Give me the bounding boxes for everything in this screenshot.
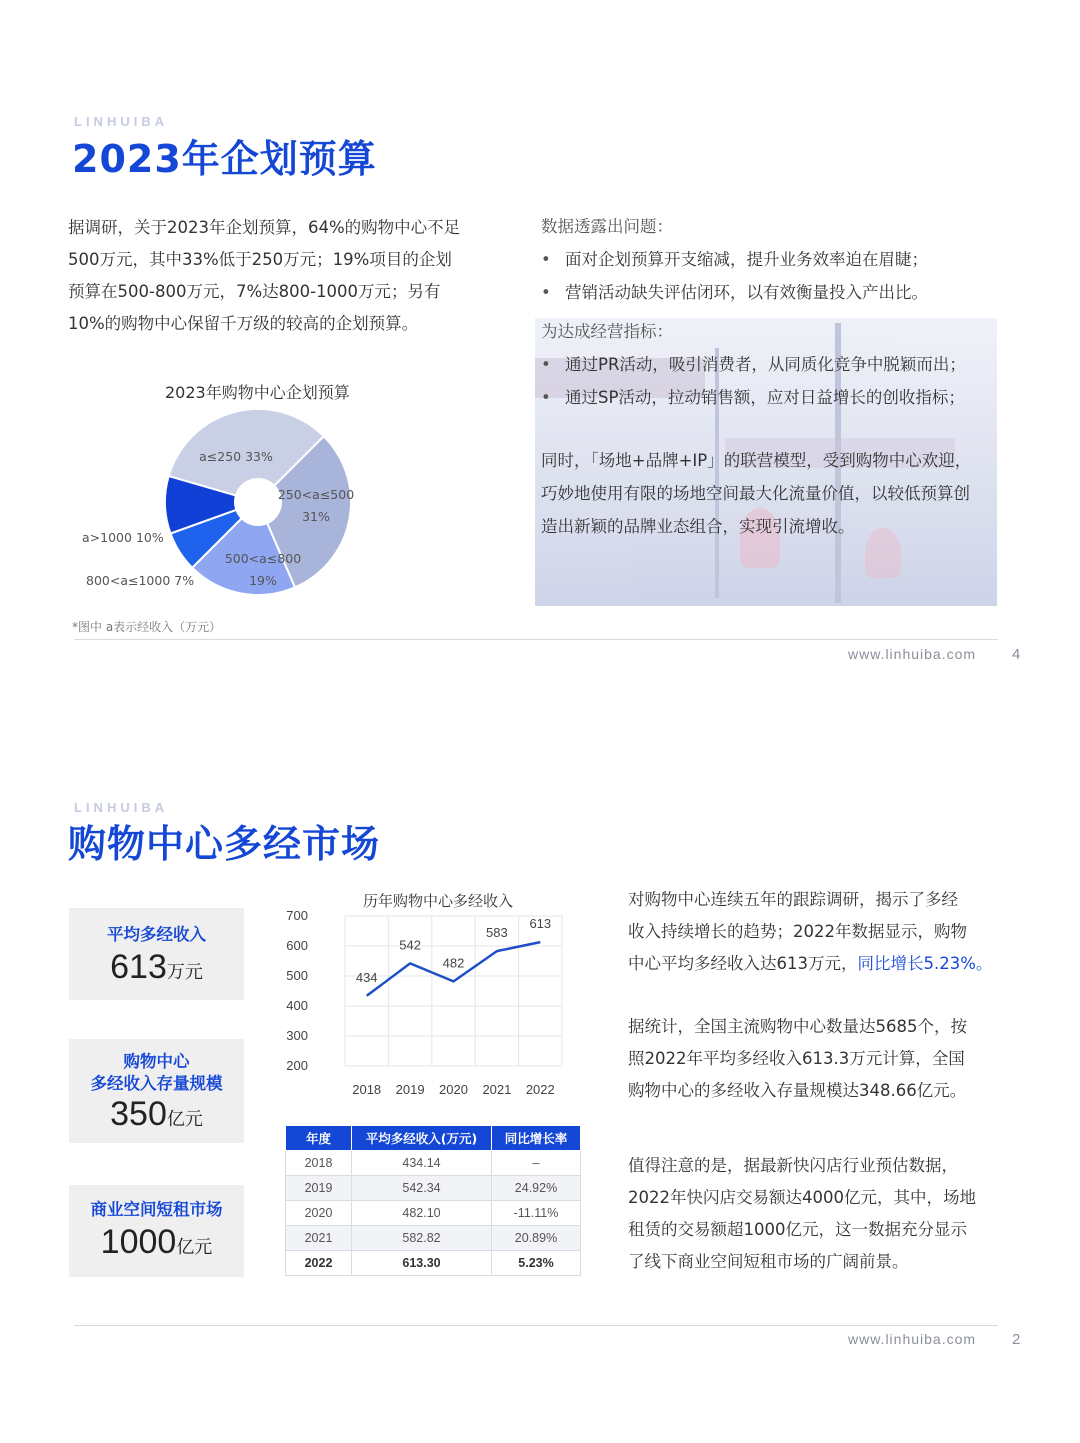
insights-text <box>541 210 997 543</box>
pie-slice-label: 800<a≤1000 <box>86 573 171 588</box>
table-cell: 434.14 <box>352 1151 492 1176</box>
analysis-paragraph <box>628 1150 1018 1278</box>
pie-chart-title: 2023年购物中心企划预算 <box>165 383 350 402</box>
table-row <box>286 1251 581 1276</box>
analysis-paragraph <box>628 1011 1018 1107</box>
pie-slice-pct: 33% <box>245 449 273 464</box>
para-line: 2022年快闪店交易额达4000亿元，其中，场地 <box>628 1188 976 1207</box>
intro-line: 10%的购物中心保留千万级的较高的企划预算。 <box>68 314 419 333</box>
intro-paragraph <box>68 212 488 340</box>
table-cell: 2021 <box>286 1226 352 1251</box>
table-cell: 613.30 <box>352 1251 492 1276</box>
table-header-row <box>286 1126 581 1151</box>
page-title: 购物中心多经市场 <box>68 822 381 866</box>
analysis-paragraph <box>628 884 1018 980</box>
intro-line: 据调研，关于2023年企划预算，64%的购物中心不足 <box>68 218 461 237</box>
table-cell: – <box>492 1151 581 1176</box>
page2-divider <box>74 1325 998 1326</box>
income-line-chart <box>280 905 580 1095</box>
table-cell: 5.23% <box>492 1251 581 1276</box>
brand-mark: LINHUIBA <box>74 114 169 129</box>
x-tick-label: 2019 <box>395 1082 425 1095</box>
pie-footnote: *图中 a表示经收入（万元） <box>72 620 222 634</box>
stat-label: 平均多经收入 <box>107 925 206 944</box>
table-cell: 24.92% <box>492 1176 581 1201</box>
table-row <box>286 1176 581 1201</box>
table-header: 同比增长率 <box>492 1126 581 1151</box>
stat-short-rent-market <box>69 1185 244 1277</box>
stat-label: 购物中心 <box>123 1052 190 1071</box>
goal-item: • 通过PR活动，吸引消费者，从同质化竞争中脱颖而出； <box>541 348 997 381</box>
table-header: 平均多经收入(万元) <box>352 1126 492 1151</box>
stat-avg-income <box>69 908 244 1000</box>
pie-slice-pct: 31% <box>302 509 330 524</box>
page1-divider <box>74 639 998 640</box>
table-cell: 2018 <box>286 1151 352 1176</box>
stat-value: 613 <box>110 948 167 986</box>
pie-slice-label: 500<a≤800 <box>224 551 302 566</box>
goals-heading: 为达成经营指标： <box>541 322 673 341</box>
table-cell: -11.11% <box>492 1201 581 1226</box>
pie-slice-label: a>1000 <box>82 530 132 545</box>
table-row <box>286 1226 581 1251</box>
x-tick-label: 2021 <box>482 1082 512 1095</box>
table-row <box>286 1201 581 1226</box>
table-row <box>286 1151 581 1176</box>
pie-slice-pct: 7% <box>174 573 195 588</box>
para-line: 购物中心的多经收入存量规模达348.66亿元。 <box>628 1081 967 1100</box>
table-cell: 582.82 <box>352 1226 492 1251</box>
stat-label: 商业空间短租市场 <box>90 1200 223 1219</box>
para-line: 据统计，全国主流购物中心数量达5685个，按 <box>628 1017 967 1036</box>
growth-highlight: 同比增长5.23%。 <box>857 954 993 973</box>
table-cell: 2020 <box>286 1201 352 1226</box>
footer-url[interactable]: www.linhuiba.com <box>848 646 977 662</box>
stat-value: 1000 <box>100 1223 177 1261</box>
data-label: 542 <box>399 937 421 953</box>
pie-slice-pct: 19% <box>249 573 277 588</box>
closing-line: 同时，「场地+品牌+IP」的联营模型，受到购物中心欢迎， <box>541 451 972 470</box>
issue-item: • 面对企划预算开支缩减，提升业务效率迫在眉睫； <box>541 243 997 276</box>
x-tick-label: 2022 <box>525 1082 555 1095</box>
stat-unit: 亿元 <box>176 1237 213 1258</box>
pie-label-800-1000 <box>86 570 194 592</box>
pie-label-500-800 <box>223 548 303 592</box>
stat-label: 多经收入存量规模 <box>90 1074 223 1093</box>
closing-line: 巧妙地使用有限的场地空间最大化流量价值，以较低预算创 <box>541 484 970 503</box>
pie-slice-pct: 10% <box>135 530 164 545</box>
data-label: 434 <box>355 969 378 985</box>
stat-unit: 亿元 <box>166 1109 203 1130</box>
pie-slice-label: 250<a≤500 <box>277 487 355 502</box>
issue-item: • 营销活动缺失评估闭环，以有效衡量投入产出比。 <box>541 276 997 309</box>
page-title: 2023年企划预算 <box>72 137 377 181</box>
pie-slice-label: a≤250 <box>199 449 242 464</box>
para-line: 照2022年平均多经收入613.3万元计算，全国 <box>628 1049 965 1068</box>
para-text: 中心平均多经收入达613万元， <box>628 954 858 973</box>
goal-item: • 通过SP活动，拉动销售额，应对日益增长的创收指标； <box>541 381 997 414</box>
y-tick-label: 600 <box>286 938 308 953</box>
y-tick-label: 400 <box>286 998 308 1013</box>
intro-line: 预算在500-800万元，7%达800-1000万元；另有 <box>68 282 441 301</box>
x-tick-label: 2020 <box>439 1082 468 1095</box>
y-tick-label: 300 <box>286 1028 308 1043</box>
income-table <box>285 1125 581 1276</box>
pie-label-gt-1000 <box>82 527 164 549</box>
table-cell: 2019 <box>286 1176 352 1201</box>
closing-line: 造出新颖的品牌业态组合，实现引流增收。 <box>541 517 855 536</box>
table-header: 年度 <box>286 1126 352 1151</box>
y-tick-label: 700 <box>286 908 308 923</box>
y-tick-label: 500 <box>286 968 308 983</box>
data-label: 482 <box>442 955 465 971</box>
para-line: 对购物中心连续五年的跟踪调研，揭示了多经 <box>628 890 958 909</box>
para-line: 了线下商业空间短租市场的广阔前景。 <box>628 1252 909 1271</box>
table-cell: 2022 <box>286 1251 352 1276</box>
table-cell: 482.10 <box>352 1201 492 1226</box>
data-label: 583 <box>486 925 508 941</box>
para-line <box>628 948 1018 980</box>
pie-label-a-le-250 <box>196 446 276 468</box>
intro-line: 500万元，其中33%低于250万元；19%项目的企划 <box>68 250 452 269</box>
brand-mark: LINHUIBA <box>74 800 169 815</box>
y-tick-label: 200 <box>286 1058 308 1073</box>
para-line: 租赁的交易额超1000亿元，这一数据充分显示 <box>628 1220 967 1239</box>
x-tick-label: 2018 <box>352 1082 382 1095</box>
stat-stock-scale <box>69 1039 244 1143</box>
footer-url[interactable]: www.linhuiba.com <box>848 1331 977 1347</box>
insights-panel <box>535 210 997 606</box>
line-chart-title: 历年购物中心多经收入 <box>363 892 514 910</box>
table-cell: 20.89% <box>492 1226 581 1251</box>
issues-heading: 数据透露出问题： <box>541 217 673 236</box>
data-label: 613 <box>529 916 552 932</box>
stat-value: 350 <box>110 1095 167 1133</box>
page-number: 2 <box>1012 1331 1021 1348</box>
table-cell: 542.34 <box>352 1176 492 1201</box>
page-number: 4 <box>1012 646 1021 663</box>
stat-unit: 万元 <box>166 962 203 983</box>
para-line: 值得注意的是，据最新快闪店行业预估数据， <box>628 1156 958 1175</box>
para-line: 收入持续增长的趋势；2022年数据显示，购物 <box>628 922 967 941</box>
pie-label-250-500 <box>276 484 356 528</box>
